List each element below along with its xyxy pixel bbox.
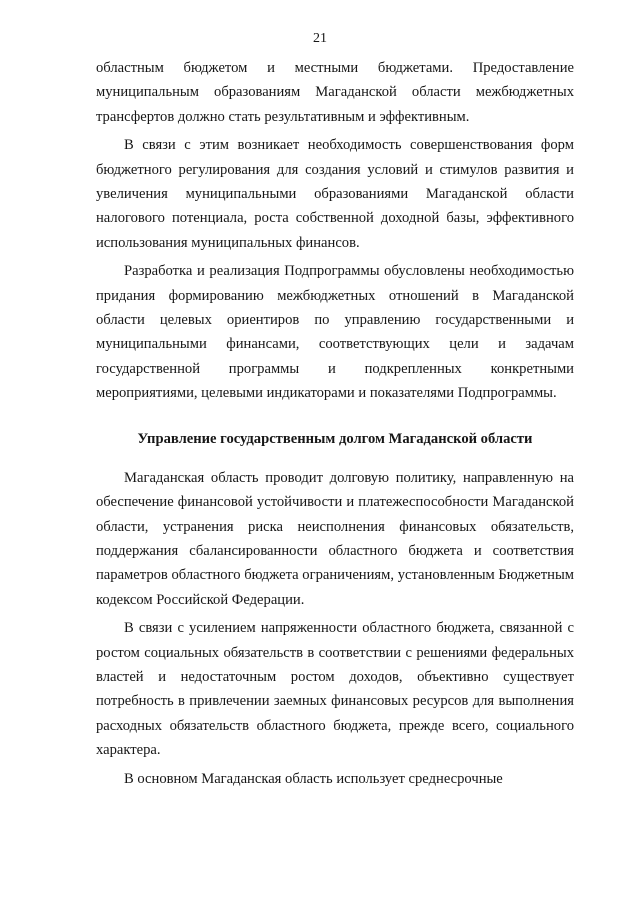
page-number: 21 bbox=[313, 31, 327, 46]
paragraph-debt-policy: Магаданская область проводит долговую политику, направленную на обеспечение финансовой устойчивости и платежеспособности Магаданской области, устранения риска неисполнения финансовых обязательств, поддержания сбалансированности областного бюджета и соответствия параметров областного бюджета ограничениям, установленным Бюджетным кодексом Российской Федерации. bbox=[96, 469, 574, 608]
paragraph-continuation: областным бюджетом и местными бюджетами. Предоставление муниципальным образованиям Магаданской области межбюджетных трансфертов должно стать результативным и эффективным. bbox=[96, 60, 574, 125]
paragraph-budget-regulation: В связи с этим возникает необходимость совершенствования форм бюджетного регулирования для создания условий и стимулов развития и увеличения муниципальными образованиями Магаданской области налогового потенциала, роста собственной доходной базы, эффективного использования муниципальных финансов. bbox=[96, 137, 574, 251]
paragraph-medium-term: В основном Магаданская область использует среднесрочные bbox=[124, 770, 503, 787]
paragraph-budget-tension: В связи с усилением напряженности областного бюджета, связанной с ростом социальных обязательств в соответствии с решениями федеральных властей и недостаточным ростом доходов, объективно существует потребность в привлечении заемных финансовых ресурсов для выполнения расходных обязательств областного бюджета, прежде всего, социального характера. bbox=[96, 620, 574, 759]
section-heading: Управление государственным долгом Магаданской области bbox=[137, 430, 533, 447]
page-body bbox=[96, 56, 574, 791]
paragraph-subprogram-development: Разработка и реализация Подпрограммы обусловлены необходимостью придания формированию межбюджетных отношений в Магаданской области целевых ориентиров по управлению государственными и муниципальными финансами, соответствующих цели и задачам государственной программы и подкрепленных конкретными мероприятиями, целевыми индикаторами и показателями Подпрограммы. bbox=[96, 263, 574, 402]
